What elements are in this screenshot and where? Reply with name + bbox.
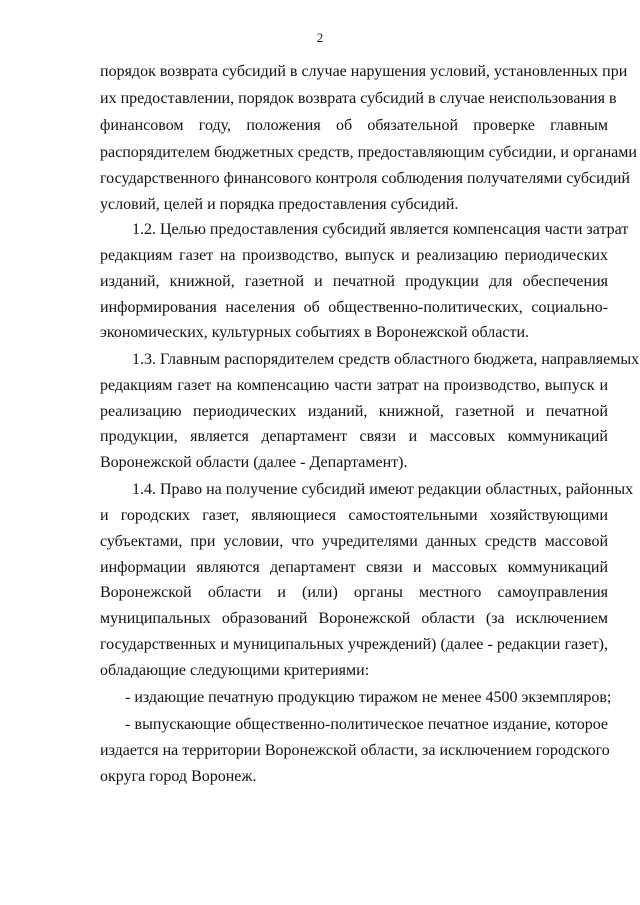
text-line: реализацию периодических изданий, книжной, газетной и печатной	[100, 403, 608, 420]
text-line: издается на территории Воронежской области, за исключением городского	[100, 742, 610, 759]
text-line: их предоставлении, порядок возврата субсидий в случае неиспользования в	[100, 90, 617, 107]
text-line: редакциям газет на компенсацию части затрат на производство, выпуск и	[100, 377, 608, 394]
text-line: - выпускающие общественно-политическое печатное издание, которое	[125, 716, 608, 733]
page-number: 2	[316, 30, 324, 45]
text-line: финансовом году, положения об обязательной проверке главным	[100, 117, 608, 134]
text-line: экономических, культурных событиях в Воронежской области.	[100, 324, 530, 341]
text-line: информирования населения об общественно-политических, социально-	[100, 299, 608, 316]
text-line: условий, целей и порядка предоставления субсидий.	[100, 196, 459, 213]
text-line: Воронежской области и (или) органы местного самоуправления	[100, 584, 608, 601]
text-line: 1.2. Целью предоставления субсидий является компенсация части затрат	[132, 221, 629, 238]
text-line: распорядителем бюджетных средств, предоставляющим субсидии, и органами	[100, 144, 637, 161]
text-line: обладающие следующими критериями:	[100, 662, 370, 679]
text-line: муниципальных образований Воронежской области (за исключением	[100, 610, 608, 627]
text-line: 1.3. Главным распорядителем средств областного бюджета, направляемых	[132, 351, 640, 368]
text-line: Воронежской области (далее - Департамент).	[100, 454, 408, 471]
text-line: субъектами, при условии, что учредителями данных средств массовой	[100, 533, 608, 550]
text-line: - издающие печатную продукцию тиражом не менее 4500 экземпляров;	[125, 689, 612, 706]
text-line: порядок возврата субсидий в случае нарушения условий, установленных при	[100, 63, 628, 80]
text-line: продукции, является департамент связи и массовых коммуникаций	[100, 428, 608, 445]
text-line: государственных и муниципальных учреждений) (далее - редакции газет),	[100, 636, 608, 653]
text-line: и городских газет, являющиеся самостоятельными хозяйствующими	[100, 507, 608, 524]
text-line: изданий, книжной, газетной и печатной продукции для обеспечения	[100, 273, 608, 290]
text-line: редакциям газет на производство, выпуск и реализацию периодических	[100, 247, 608, 264]
text-line: округа город Воронеж.	[100, 768, 257, 785]
text-line: государственного финансового контроля соблюдения получателями субсидий	[100, 170, 630, 187]
text-line: 1.4. Право на получение субсидий имеют редакции областных, районных	[132, 481, 634, 498]
text-line: информации являются департамент связи и массовых коммуникаций	[100, 559, 608, 576]
